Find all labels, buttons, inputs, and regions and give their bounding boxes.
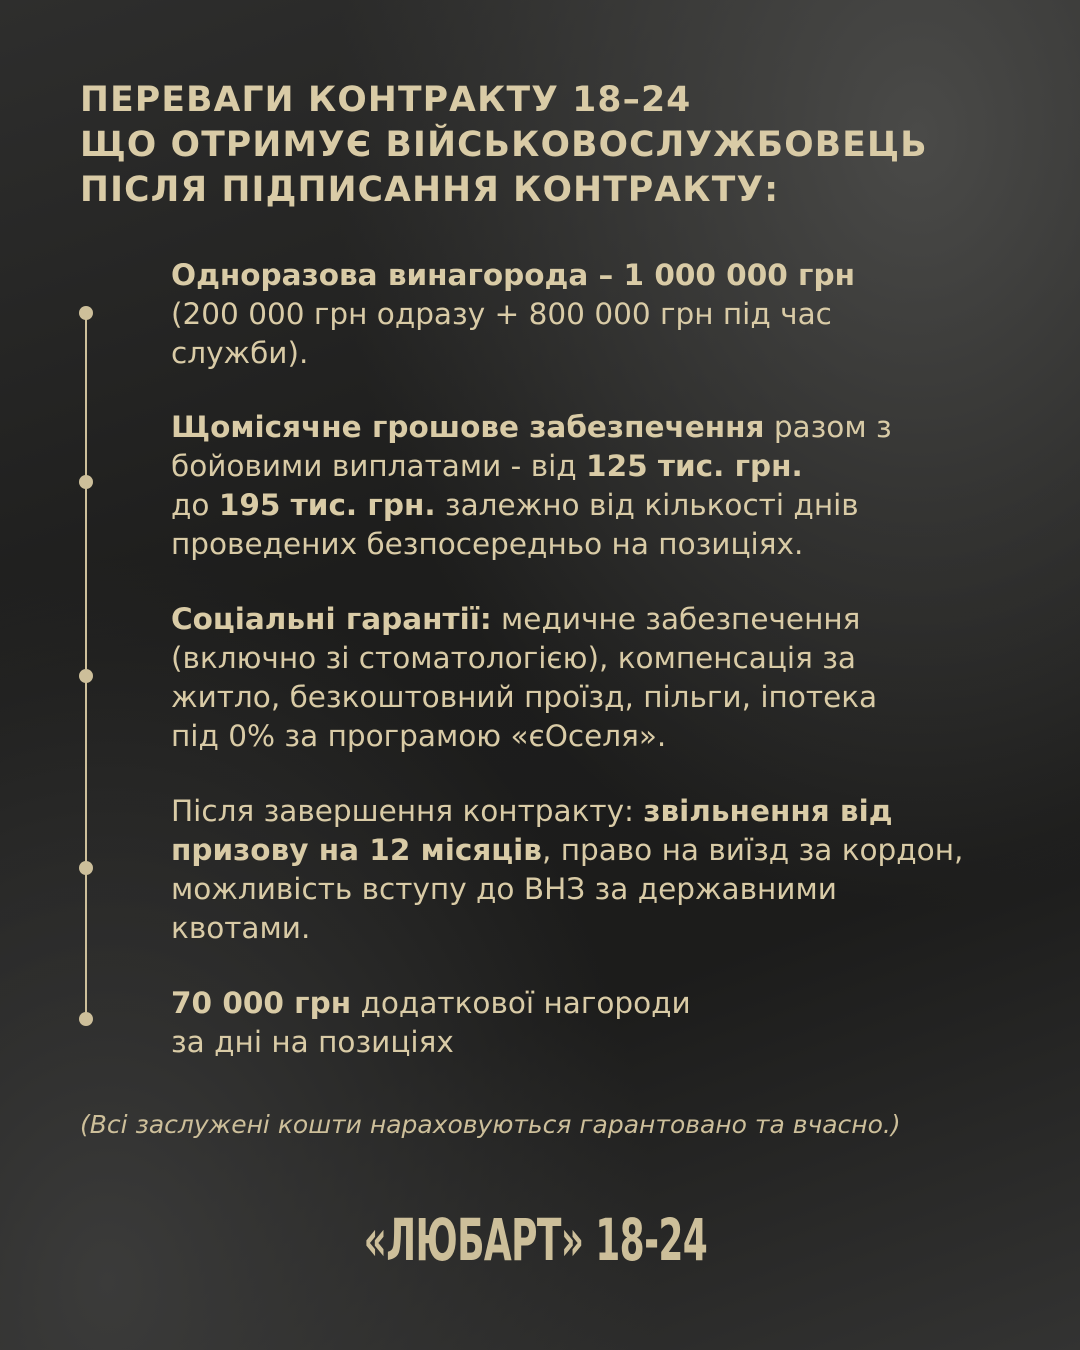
headline-line-1: ПЕРЕВАГИ КОНТРАКТУ 18–24 bbox=[80, 80, 692, 120]
timeline-dot-4 bbox=[79, 861, 93, 875]
benefit-4-text-4: квотами. bbox=[171, 911, 311, 945]
headline-line-3: ПІСЛЯ ПІДПИСАННЯ КОНТРАКТУ: bbox=[80, 170, 780, 210]
benefit-2-bold-1: Щомісячне грошове забезпечення bbox=[171, 410, 765, 444]
benefit-3-text-3: житло, безкоштовний проїзд, пільги, іпотека bbox=[171, 680, 878, 714]
headline-line-2: ЩО ОТРИМУЄ ВІЙСЬКОВОСЛУЖБОВЕЦЬ bbox=[80, 125, 928, 165]
benefit-one-time-bonus bbox=[171, 256, 1031, 373]
benefit-4-text-2: , право на виїзд за кордон, bbox=[541, 833, 964, 867]
benefit-4-bold-2: призову на 12 місяців bbox=[171, 833, 542, 867]
benefit-2-text-1: разом з bbox=[764, 410, 892, 444]
benefit-4-text-3: можливість вступу до ВНЗ за державними bbox=[171, 872, 837, 906]
benefit-monthly-pay bbox=[171, 408, 1031, 564]
benefit-1-line-3: служби). bbox=[171, 336, 309, 370]
benefit-3-text-4: під 0% за програмою «єОселя». bbox=[171, 719, 667, 753]
benefit-1-line-2: (200 000 грн одразу + 800 000 грн під час bbox=[171, 297, 832, 331]
benefit-social-guarantees bbox=[171, 600, 1031, 756]
timeline-dot-3 bbox=[79, 669, 93, 683]
timeline-line bbox=[85, 312, 87, 1019]
benefit-2-text-2: бойовими виплатами - від bbox=[171, 449, 587, 483]
benefit-4-text-1: Після завершення контракту: bbox=[171, 794, 644, 828]
benefit-5-text-2: за дні на позиціях bbox=[171, 1025, 454, 1059]
benefit-2-bold-2: 125 тис. грн. bbox=[586, 449, 803, 483]
benefit-5-text-1: додаткової нагороди bbox=[351, 986, 691, 1020]
brand-logo: «ЛЮБАРТ» 18-24 bbox=[363, 1206, 708, 1274]
benefit-4-bold-1: звільнення від bbox=[643, 794, 893, 828]
benefit-2-text-5: проведених безпосередньо на позиціях. bbox=[171, 527, 804, 561]
benefit-2-bold-3: 195 тис. грн. bbox=[218, 488, 436, 522]
timeline-dot-2 bbox=[79, 475, 93, 489]
benefit-2-text-3: до bbox=[171, 488, 219, 522]
timeline-dot-5 bbox=[79, 1012, 93, 1026]
timeline-dot-1 bbox=[79, 306, 93, 320]
headline bbox=[80, 78, 1040, 213]
footnote: (Всі заслужені кошти нараховуються гарантовано та вчасно.) bbox=[80, 1110, 901, 1139]
benefit-3-bold: Соціальні гарантії: bbox=[171, 602, 492, 636]
benefit-3-text-2: (включно зі стоматологією), компенсація за bbox=[171, 641, 857, 675]
benefit-2-text-4: залежно від кількості днів bbox=[435, 488, 859, 522]
benefit-after-contract bbox=[171, 792, 1031, 948]
benefit-5-bold: 70 000 грн bbox=[171, 986, 352, 1020]
benefit-1-bold: Одноразова винагорода – 1 000 000 грн bbox=[171, 258, 855, 292]
benefit-3-text-1: медичне забезпечення bbox=[491, 602, 861, 636]
benefit-extra-reward bbox=[171, 984, 1031, 1062]
